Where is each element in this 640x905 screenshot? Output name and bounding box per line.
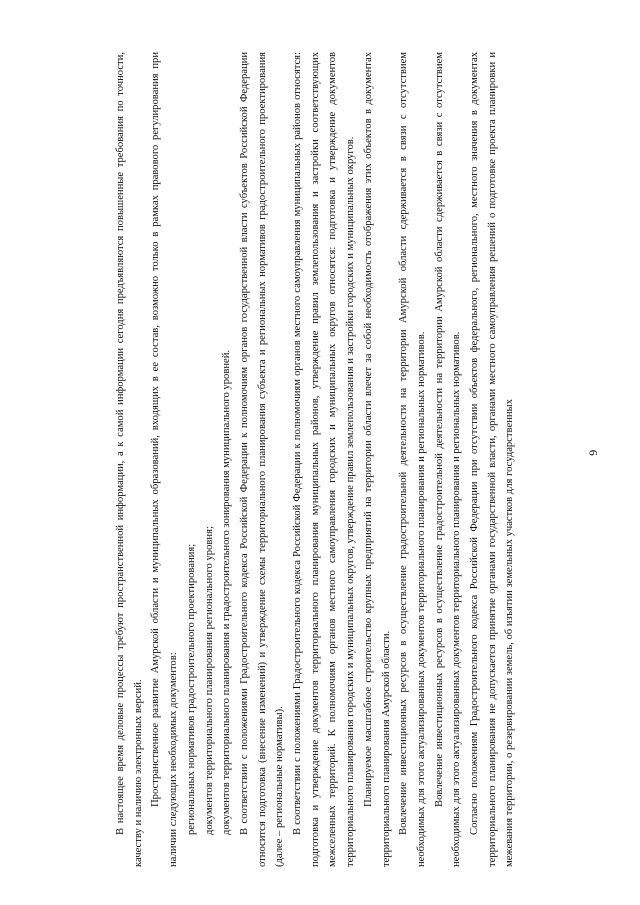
- paragraph-intro: В настоящее время деловые процессы требуют пространственной информации, а к самой информации сегодня предъявляются повышенные требования по точности, качеству и наличию электронных версий.: [115, 52, 144, 867]
- document-body: [112, 52, 519, 867]
- paragraph-investment-1: Вовлечение инвестиционных ресурсов в осуществление градостроительной деятельности на территории Амурской области сдерживается в связи с отсутствием необходимых для этого актуализированных документов территориального планирования и региональных нормативов.: [398, 52, 427, 867]
- paragraph-code-provisions: Согласно положениям Градостроительного кодекса Российской Федерации при отсутствии объектов федерального, регионального, местного значения в документах территориального планирования не допускается принятие органами государственной власти, органами местного самоуправления решений о подготовке проекта планировки и межевания территории, о резервировании земель, об изъятии земельных участков для государственных: [469, 52, 516, 867]
- list-item-municipal-planning-docs: документов территориального планирования и градостроительного зонирования муниципального уровней.: [221, 349, 233, 835]
- paragraph-regional-authority: В соответствии с положениями Градостроительного кодекса Российской Федерации к полномочиям органов государственной власти субъектов Российской Федерации относится подготовка (внесение изменений) и утверждение схемы территориального планирования субъекта и региональных нормативов градостроительного проектирования (далее – региональные нормативы).: [238, 52, 286, 867]
- list-item-regional-norms: региональных нормативов градостроительного проектирования;: [185, 543, 197, 835]
- page-number: 9: [586, 449, 600, 456]
- paragraph-spatial-development: Пространственное развитие Амурской области и муниципальных образований, входящих в ее состав, возможно только в рамках правового регулирования при наличии следующих необходимых документов:: [150, 52, 180, 867]
- paragraph-municipal-authority: В соответствии с положениями Градостроительного кодекса Российской Федерации к полномочиям органов местного самоуправления муниципальных районов относятся: подготовка и утверждение документов территориального планирования муниципальных районов, утверждение правил землепользования и застройки соответствующих межселенных территорий. К полномочиям органов местного самоуправления городских и муниципальных округов относятся: подготовка и утверждение документов территориального планирования городских и муниципальных округов, утверждение правил землепользования и застройки городских и муниципальных округов.: [292, 52, 357, 867]
- paragraph-investment-2: Вовлечение инвестиционных ресурсов в осуществление градостроительной деятельности на территории Амурской области сдерживается в связи с отсутствием необходимых для этого актуализированных документов территориального планирования и региональных нормативов.: [433, 52, 463, 867]
- paragraph-planned-construction: Планируемое масштабное строительство крупных предприятий на территории области влечет за собой необходимость отображения этих объектов в документах территориального планирования Амурской области.: [362, 52, 392, 867]
- list-item-regional-planning-docs: документов территориального планирования регионального уровня;: [203, 526, 215, 835]
